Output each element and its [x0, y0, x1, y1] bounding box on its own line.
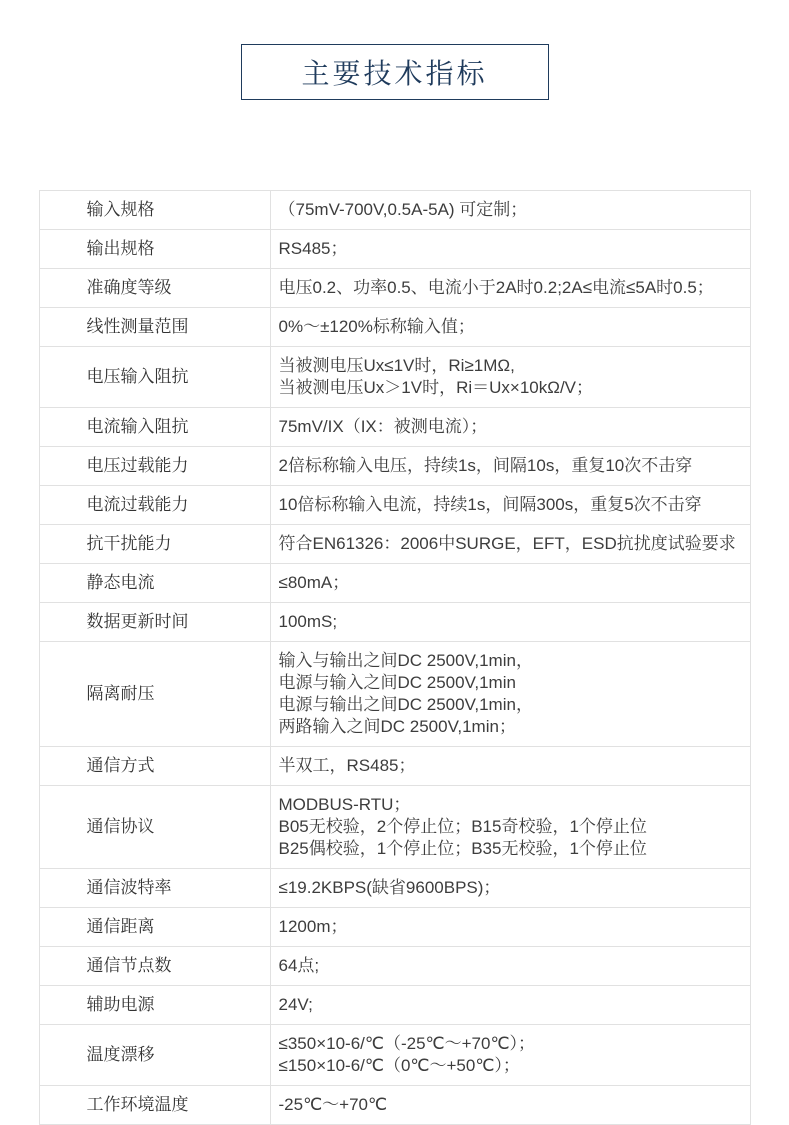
spec-value-line: ≤19.2KBPS(缺省9600BPS)； [278, 878, 501, 897]
spec-value-line: 电源与输入之间DC 2500V,1min [278, 673, 516, 692]
spec-row [39, 603, 750, 642]
spec-value-line: MODBUS-RTU； [278, 795, 411, 814]
spec-row [39, 869, 750, 908]
spec-label-cell: 准确度等级 [39, 269, 270, 308]
spec-value-cell [270, 1025, 750, 1086]
spec-value-cell [270, 747, 750, 786]
spec-value-line: RS485； [278, 239, 348, 258]
spec-row [39, 986, 750, 1025]
spec-value-line: B05无校验，2个停止位；B15奇校验，1个停止位 [278, 817, 647, 836]
spec-row [39, 308, 750, 347]
spec-value-line: 半双工，RS485； [278, 756, 416, 775]
spec-row [39, 564, 750, 603]
spec-value-line: 当被测电压Ux≤1V时，Ri≥1MΩ, [278, 356, 515, 375]
spec-value-cell [270, 525, 750, 564]
spec-value-cell [270, 230, 750, 269]
spec-value-line: 输入与输出之间DC 2500V,1min， [278, 651, 533, 670]
spec-page [0, 44, 789, 1124]
spec-value-cell [270, 869, 750, 908]
spec-row [39, 642, 750, 747]
spec-value-cell [270, 486, 750, 525]
spec-row [39, 408, 750, 447]
spec-value-line: 两路输入之间DC 2500V,1min； [278, 717, 516, 736]
spec-value-line: ≤150×10-6/℃（0℃～+50℃）； [278, 1056, 520, 1075]
spec-value-cell [270, 347, 750, 408]
spec-table-body [39, 191, 750, 1125]
spec-value-line: 100mS; [278, 612, 338, 631]
spec-row [39, 525, 750, 564]
spec-value-cell [270, 408, 750, 447]
spec-label-cell: 电压过载能力 [39, 447, 270, 486]
spec-value-line: 符合EN61326：2006中SURGE，EFT，ESD抗扰度试验要求 [278, 534, 736, 553]
spec-row [39, 747, 750, 786]
spec-row [39, 908, 750, 947]
spec-label-cell: 电流输入阻抗 [39, 408, 270, 447]
spec-value-line: 24V; [278, 995, 313, 1014]
spec-value-cell [270, 603, 750, 642]
spec-row [39, 269, 750, 308]
spec-value-cell [270, 308, 750, 347]
spec-value-line: 电源与输出之间DC 2500V,1min， [278, 695, 533, 714]
spec-value-line: 0%～±120%标称输入值； [278, 317, 475, 336]
spec-value-cell [270, 642, 750, 747]
spec-row [39, 347, 750, 408]
spec-value-line: ≤350×10-6/℃（-25℃～+70℃）； [278, 1034, 536, 1053]
spec-value-line: 10倍标称输入电流，持续1s，间隔300s，重复5次不击穿 [278, 495, 702, 514]
spec-label-cell: 数据更新时间 [39, 603, 270, 642]
spec-label-cell: 通信协议 [39, 786, 270, 869]
spec-label-cell: 通信距离 [39, 908, 270, 947]
spec-label-cell: 输出规格 [39, 230, 270, 269]
spec-value-line: 1200m； [278, 917, 348, 936]
spec-value-line: 2倍标称输入电压，持续1s，间隔10s，重复10次不击穿 [278, 456, 693, 475]
spec-value-line: （75mV-700V,0.5A-5A) 可定制； [278, 200, 528, 219]
page-title: 主要技术指标 [241, 44, 549, 100]
spec-row [39, 447, 750, 486]
spec-value-line: 电压0.2、功率0.5、电流小于2A时0.2;2A≤电流≤5A时0.5； [278, 278, 714, 297]
spec-row [39, 230, 750, 269]
spec-label-cell: 电压输入阻抗 [39, 347, 270, 408]
spec-value-cell [270, 947, 750, 986]
spec-label-cell: 工作环境温度 [39, 1086, 270, 1125]
spec-value-cell [270, 1086, 750, 1125]
spec-value-cell [270, 191, 750, 230]
spec-label-cell: 隔离耐压 [39, 642, 270, 747]
spec-row [39, 786, 750, 869]
spec-value-line: 75mV/IX（IX：被测电流）； [278, 417, 488, 436]
spec-label-cell: 通信方式 [39, 747, 270, 786]
spec-label-cell: 输入规格 [39, 191, 270, 230]
spec-label-cell: 温度漂移 [39, 1025, 270, 1086]
spec-row [39, 1025, 750, 1086]
spec-value-line: ≤80mA； [278, 573, 350, 592]
spec-value-cell [270, 564, 750, 603]
spec-label-cell: 电流过载能力 [39, 486, 270, 525]
spec-row [39, 486, 750, 525]
spec-row [39, 1086, 750, 1125]
spec-value-cell [270, 786, 750, 869]
spec-label-cell: 线性测量范围 [39, 308, 270, 347]
spec-value-line: 64点; [278, 956, 320, 975]
spec-value-cell [270, 908, 750, 947]
spec-label-cell: 通信节点数 [39, 947, 270, 986]
spec-label-cell: 静态电流 [39, 564, 270, 603]
spec-value-line: B25偶校验，1个停止位；B35无校验，1个停止位 [278, 839, 647, 858]
spec-row [39, 947, 750, 986]
spec-value-line: -25℃～+70℃ [278, 1095, 388, 1114]
spec-value-line: 当被测电压Ux＞1V时，Ri＝Ux×10kΩ/V； [278, 378, 594, 397]
spec-label-cell: 抗干扰能力 [39, 525, 270, 564]
spec-value-cell [270, 447, 750, 486]
spec-label-cell: 辅助电源 [39, 986, 270, 1025]
spec-value-cell [270, 986, 750, 1025]
spec-table [39, 190, 751, 1125]
spec-value-cell [270, 269, 750, 308]
spec-row [39, 191, 750, 230]
spec-label-cell: 通信波特率 [39, 869, 270, 908]
